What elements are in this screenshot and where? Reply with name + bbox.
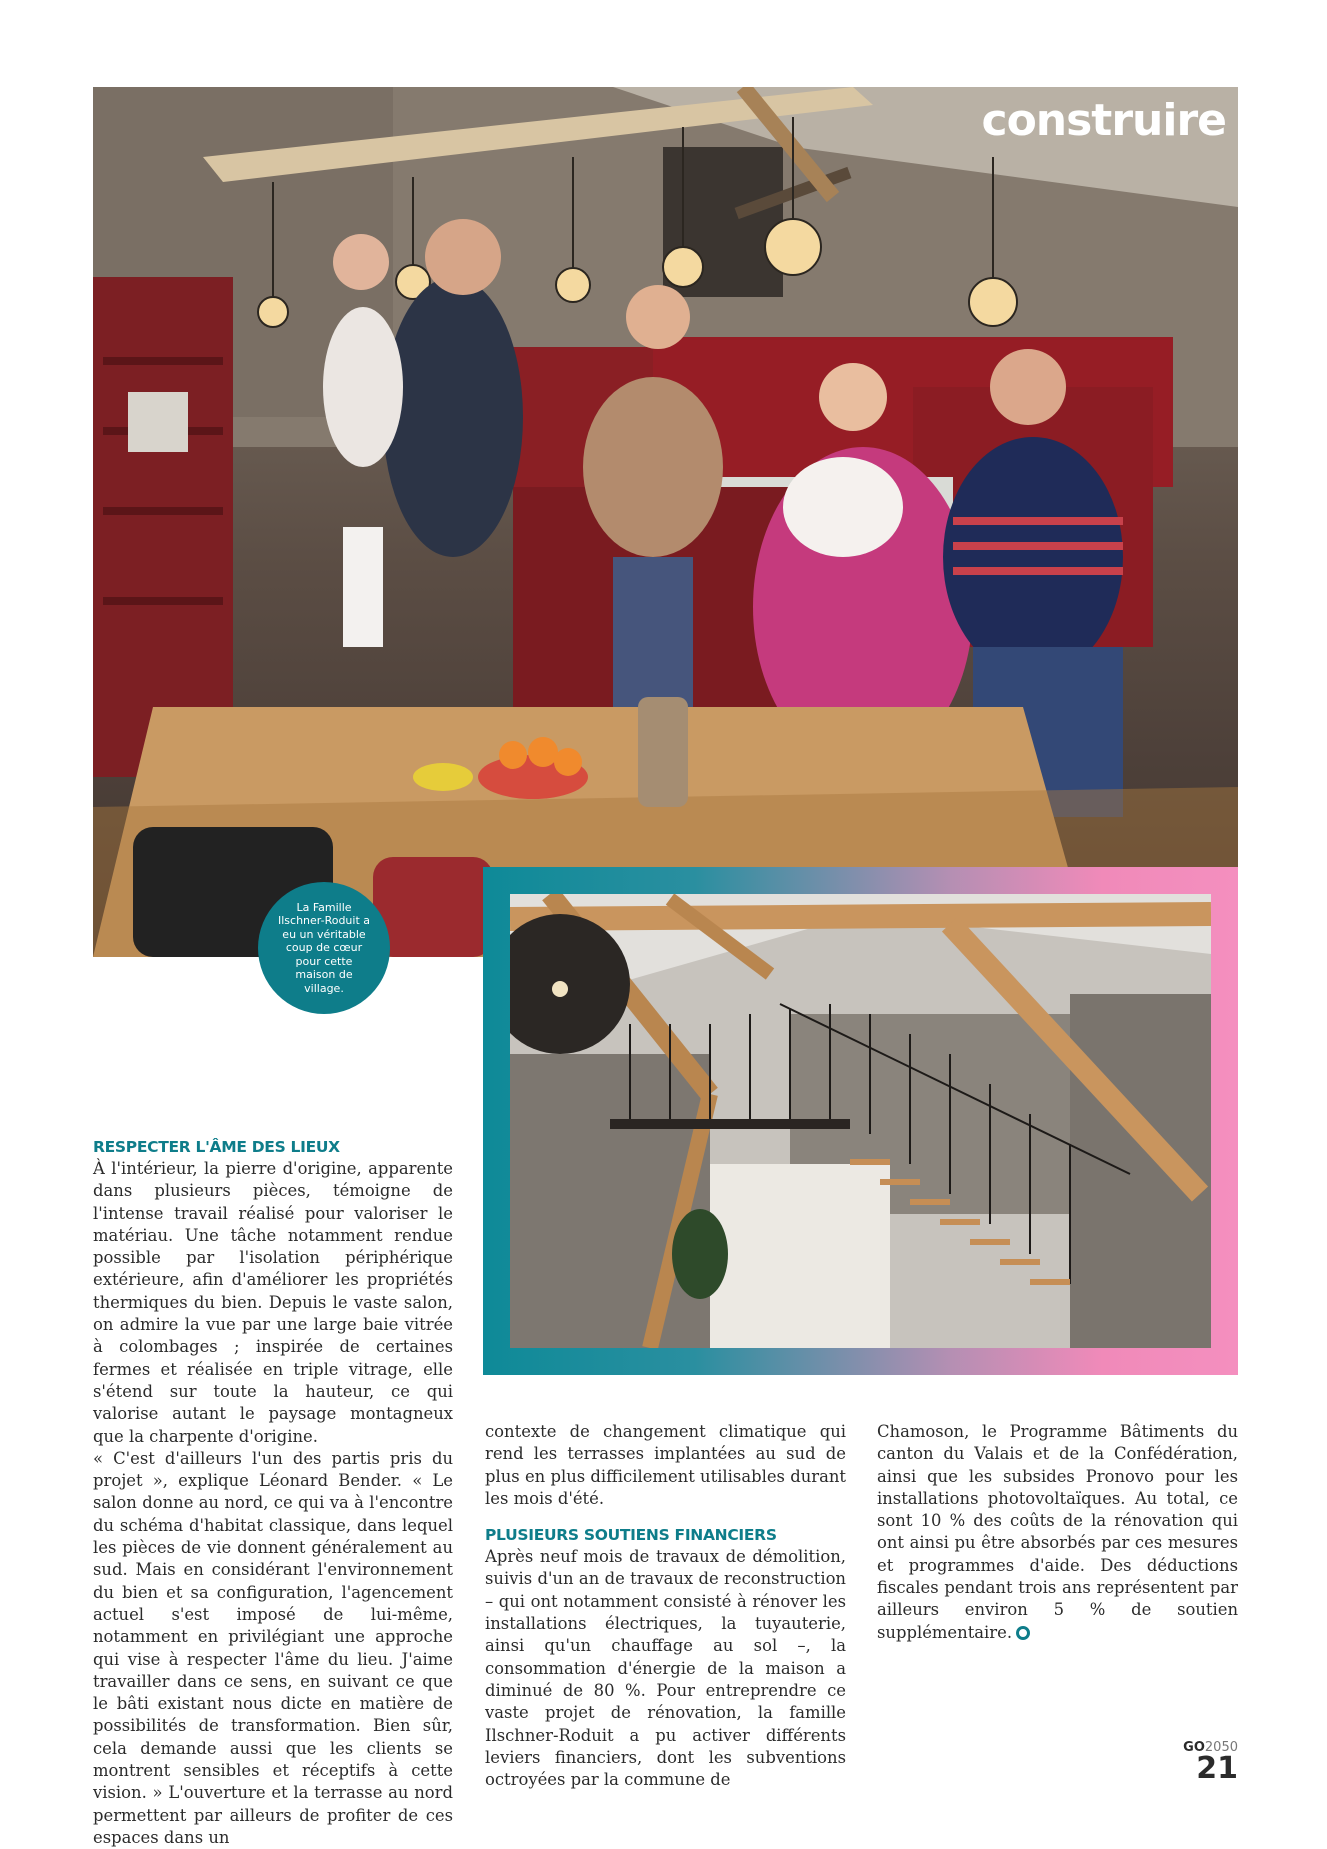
article-column-2 (485, 1421, 846, 1791)
photo-caption: La Famille Ilschner-Roduit a eu un véritable coup de cœur pour cette maison de village. (258, 882, 390, 1014)
page-folio (1183, 1740, 1238, 1786)
staircase-illustration (510, 894, 1211, 1348)
section-heading-soutiens: PLUSIEURS SOUTIENS FINANCIERS (485, 1526, 777, 1545)
staircase-photo-frame (483, 867, 1238, 1375)
magazine-name-light: 2050 (1204, 1740, 1238, 1755)
section-heading-respecter: RESPECTER L'ÂME DES LIEUX (93, 1138, 340, 1156)
magazine-name-bold: GO (1183, 1740, 1205, 1755)
paragraph-text: Chamoson, le Programme Bâtiments du canton du Valais et de la Confédération, ainsi que les subsides Pronovo pour les installations photovoltaïques. Au total, ce sont 10 % des coûts de la rénovation qui ont ainsi pu être absorbés par ces mesures et programmes d'aide. Des déductions fiscales pendant trois ans représentent par ailleurs environ 5 % de soutien supplémentaire. (877, 1422, 1238, 1642)
family-photo-illustration (93, 87, 1238, 957)
family-kitchen-photo (93, 87, 1238, 957)
article-column-1 (93, 1136, 453, 1849)
article-column-3 (877, 1421, 1238, 1644)
paragraph-end (877, 1421, 1238, 1644)
paragraph: « C'est d'ailleurs l'un des partis pris du projet », explique Léonard Bender. « Le salon donne au nord, ce qui va à l'encontre du schéma d'habitat classique, dans lequel les pièces de vie donnent généralement au sud. Mais en considérant l'environnement du bien et sa configuration, l'agencement actuel s'est imposé de lui-même, notamment en privilégiant une approche qui vise à respecter l'âme du lieu. J'aime travailler dans ce sens, en suivant ce que le bâti existant nous dicte en matière de possibilités de transformation. Bien sûr, cela demande aussi que les clients se montrent sensibles et réceptifs à cette vision. » L'ouverture et la terrasse au nord permettent par ailleurs de profiter de ces espaces dans un (93, 1448, 453, 1847)
end-of-article-icon (1016, 1626, 1030, 1640)
page-number: 21 (1196, 1751, 1238, 1786)
section-tag: construire (981, 95, 1226, 146)
paragraph: Après neuf mois de travaux de démolition, suivis d'un an de travaux de reconstruction – qui ont notamment consisté à rénover les installations électriques, la tuyauterie, ainsi qu'un chauffage au sol –, la consommation d'énergie de la maison a diminué de 80 %. Pour entreprendre ce vaste projet de rénovation, la famille Ilschner-Roduit a pu activer différents leviers financiers, dont les subventions octroyées par la commune de (485, 1547, 846, 1790)
staircase-photo (510, 894, 1211, 1348)
paragraph: À l'intérieur, la pierre d'origine, apparente dans plusieurs pièces, témoigne de l'intense travail réalisé pour valoriser le matériau. Une tâche notamment rendue possible par l'isolation périphérique extérieure, afin d'améliorer les propriétés thermiques du bien. Depuis le vaste salon, on admire la vue par une large baie vitrée à colombages ; inspirée de certaines fermes et réalisée en triple vitrage, elle s'étend sur toute la hauteur, ce qui valorise autant le paysage montagneux que la charpente d'origine. (93, 1159, 453, 1446)
paragraph: contexte de changement climatique qui rend les terrasses implantées au sud de plus en plus difficilement utilisables durant les mois d'été. (485, 1422, 846, 1508)
